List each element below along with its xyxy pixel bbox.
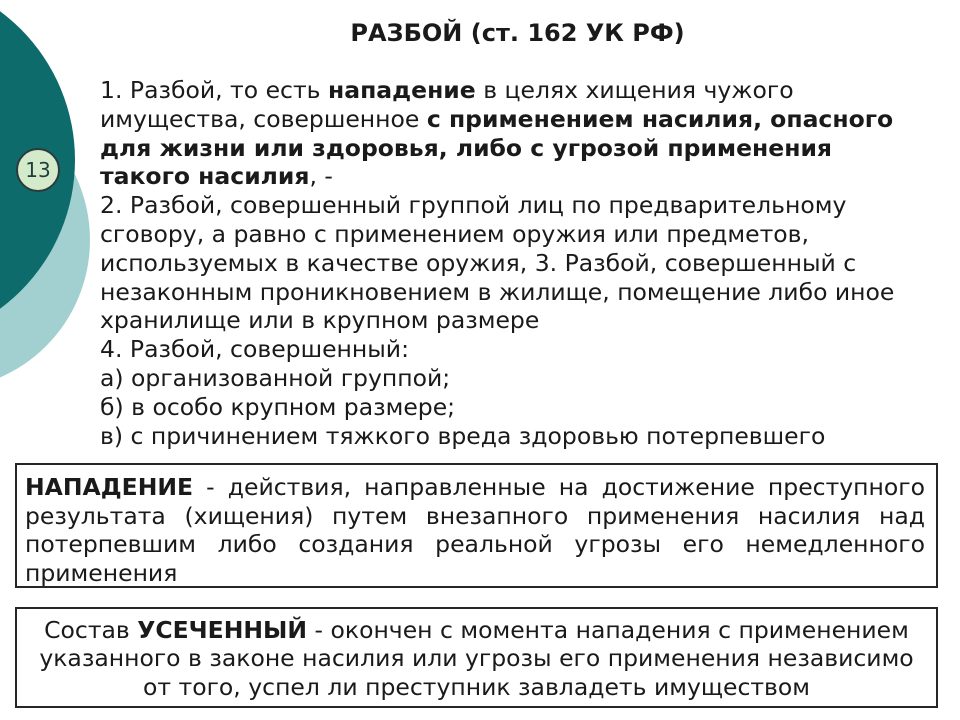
note-emphasis: УСЕЧЕННЫЙ [137, 615, 308, 644]
article-line-text: б) в особо крупном размере; [100, 392, 456, 421]
note-line [17, 616, 936, 645]
definition-box [15, 463, 938, 588]
article-line [100, 278, 894, 307]
definition-text: результата (хищения) путем внезапного применения насилия над [25, 501, 925, 530]
article-line-text: 2. Разбой, совершенный группой лиц по предварительному [100, 191, 847, 220]
article-line-text: в) с причинением тяжкого вреда здоровью потерпевшего [100, 421, 826, 450]
article-line-text: а) организованной группой; [100, 363, 451, 392]
article-line [100, 105, 894, 134]
truncated-composition-box [15, 607, 938, 708]
article-line-text: 1. Разбой, то есть [100, 76, 328, 104]
article-line [100, 191, 894, 220]
article-emphasis: для жизни или здоровья, либо с угрозой применения [100, 133, 833, 162]
definition-term: НАПАДЕНИЕ [25, 473, 194, 501]
article-line-text: незаконным проникновением в жилище, помещение либо иное [100, 277, 895, 306]
article-line [100, 306, 894, 335]
definition-line [25, 530, 925, 559]
article-line-text: хранилище или в крупном размере [100, 306, 540, 335]
note-line [17, 644, 936, 673]
note-text: - окончен с момента нападения с применением [307, 615, 909, 644]
article-line-text: используемых в качестве оружия, 3. Разбой, совершенный с [100, 248, 857, 277]
article-line [100, 335, 894, 364]
definition-text: - действия, направленные на достижение преступного [193, 473, 925, 501]
note-line [17, 673, 936, 702]
note-text: указанного в законе насилия или угрозы его применения независимо [39, 644, 914, 673]
article-line-text: имущества, совершенное [100, 104, 427, 133]
definition-line [25, 502, 925, 531]
article-line [100, 249, 894, 278]
article-emphasis: такого насилия [100, 162, 310, 191]
article-line [100, 364, 894, 393]
article-emphasis: нападение [327, 76, 476, 104]
article-line [100, 76, 894, 105]
note-text: Состав [44, 615, 138, 644]
article-line-text: в целях хищения чужого [475, 76, 794, 104]
article-line [100, 162, 894, 191]
article-line [100, 220, 894, 249]
note-text: от того, успел ли преступник завладеть имуществом [142, 672, 811, 701]
slide-number-badge [16, 148, 60, 192]
article-text [100, 76, 894, 450]
article-emphasis: с применением насилия, опасного [426, 104, 894, 133]
slide-number: 13 [25, 158, 51, 182]
article-line [100, 134, 894, 163]
article-line [100, 422, 894, 451]
article-line [100, 393, 894, 422]
article-line-text: 4. Разбой, совершенный: [100, 335, 409, 364]
definition-text: потерпевшим либо создания реальной угрозы его немедленного [25, 530, 925, 559]
slide-title: РАЗБОЙ (ст. 162 УК РФ) [350, 19, 685, 47]
definition-line [25, 473, 925, 502]
article-line-text: сговору, а равно с применением оружия или предметов, [100, 219, 809, 248]
definition-text: применения [25, 559, 178, 588]
definition-line [25, 559, 925, 588]
article-line-text: , - [309, 162, 333, 191]
